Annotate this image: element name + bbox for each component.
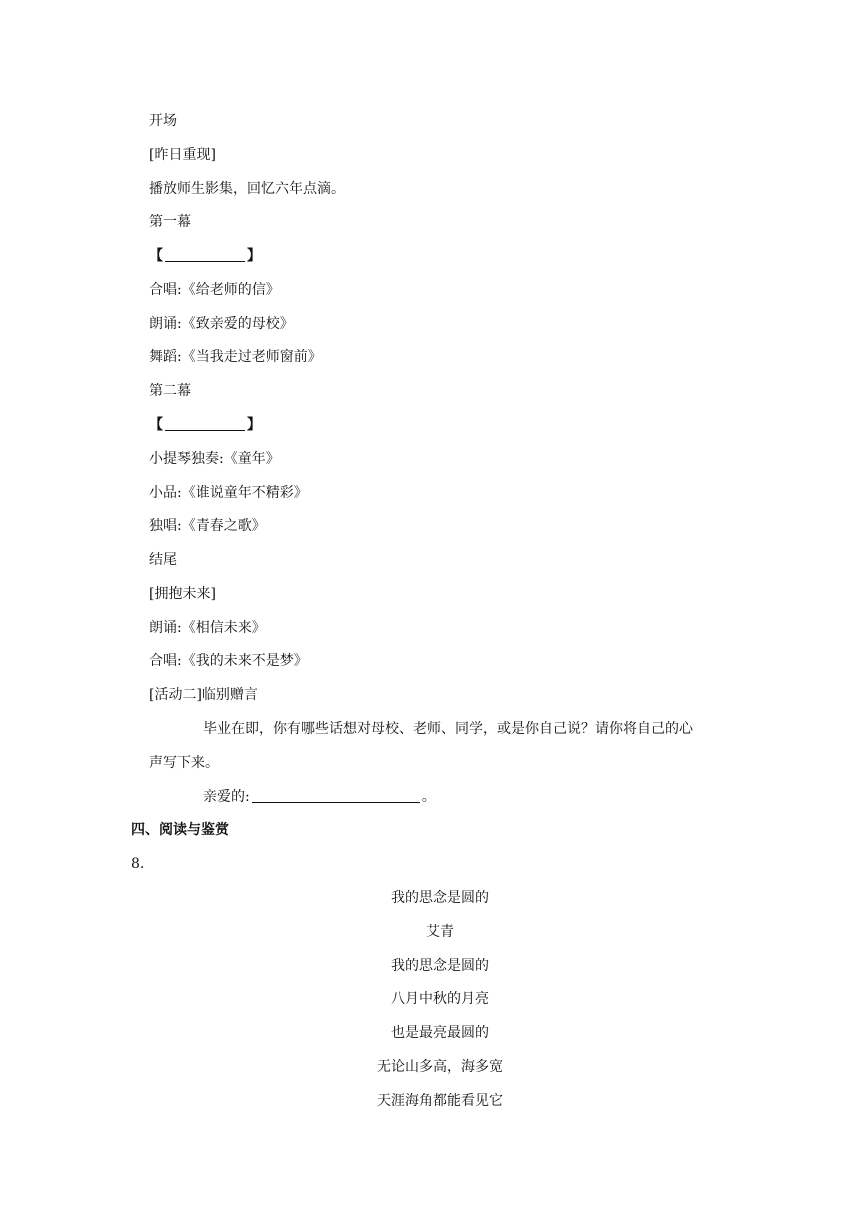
- salutation-line: [203, 787, 436, 807]
- poem-author: 艾青: [426, 924, 454, 940]
- poem-line: 天涯海角都能看见它: [377, 1093, 503, 1109]
- bracket-close: 】: [247, 248, 261, 264]
- act2-blank[interactable]: [149, 415, 261, 435]
- act1-blank[interactable]: [149, 246, 261, 266]
- act2-item: 独唱:《青春之歌》: [149, 518, 266, 534]
- salutation-suffix: 。: [421, 789, 436, 805]
- poem-title: 我的思念是圆的: [391, 890, 489, 906]
- act2-item: 小提琴独奏:《童年》: [149, 451, 280, 467]
- salutation-prefix: 亲爱的:: [203, 789, 250, 805]
- poem-line: 也是最亮最圆的: [391, 1025, 489, 1041]
- activity2-prompt-line2: 声写下来。: [149, 755, 219, 771]
- act1-item: 朗诵:《致亲爱的母校》: [149, 316, 294, 332]
- opening-label: 开场: [149, 113, 177, 129]
- act1-label: 第一幕: [149, 214, 191, 230]
- ending-item: 合唱:《我的未来不是梦》: [149, 653, 308, 669]
- opening-section: [昨日重现]: [149, 147, 216, 163]
- poem-line: 八月中秋的月亮: [391, 991, 489, 1007]
- fill-in-blank[interactable]: [165, 416, 245, 431]
- poem-line: 我的思念是圆的: [391, 958, 489, 974]
- act1-item: 合唱:《给老师的信》: [149, 282, 280, 298]
- salutation-blank[interactable]: [252, 788, 420, 803]
- activity2-prompt-line1: 毕业在即，你有哪些话想对母校、老师、同学，或是你自己说？请你将自己的心: [203, 721, 693, 737]
- ending-label: 结尾: [149, 552, 177, 568]
- act1-item: 舞蹈:《当我走过老师窗前》: [149, 349, 322, 365]
- activity2-title: [活动二]临别赠言: [149, 687, 258, 703]
- ending-item: 朗诵:《相信未来》: [149, 620, 266, 636]
- opening-description: 播放师生影集，回忆六年点滴。: [149, 181, 345, 197]
- act2-label: 第二幕: [149, 383, 191, 399]
- section-heading: 四、阅读与鉴赏: [131, 822, 229, 838]
- bracket-open: 【: [149, 248, 163, 264]
- poem-line: 无论山多高，海多宽: [377, 1059, 503, 1075]
- act2-item: 小品:《谁说童年不精彩》: [149, 485, 308, 501]
- bracket-open: 【: [149, 417, 163, 433]
- bracket-close: 】: [247, 417, 261, 433]
- ending-section: [拥抱未来]: [149, 586, 216, 602]
- fill-in-blank[interactable]: [165, 247, 245, 262]
- question-number: 8.: [131, 856, 145, 872]
